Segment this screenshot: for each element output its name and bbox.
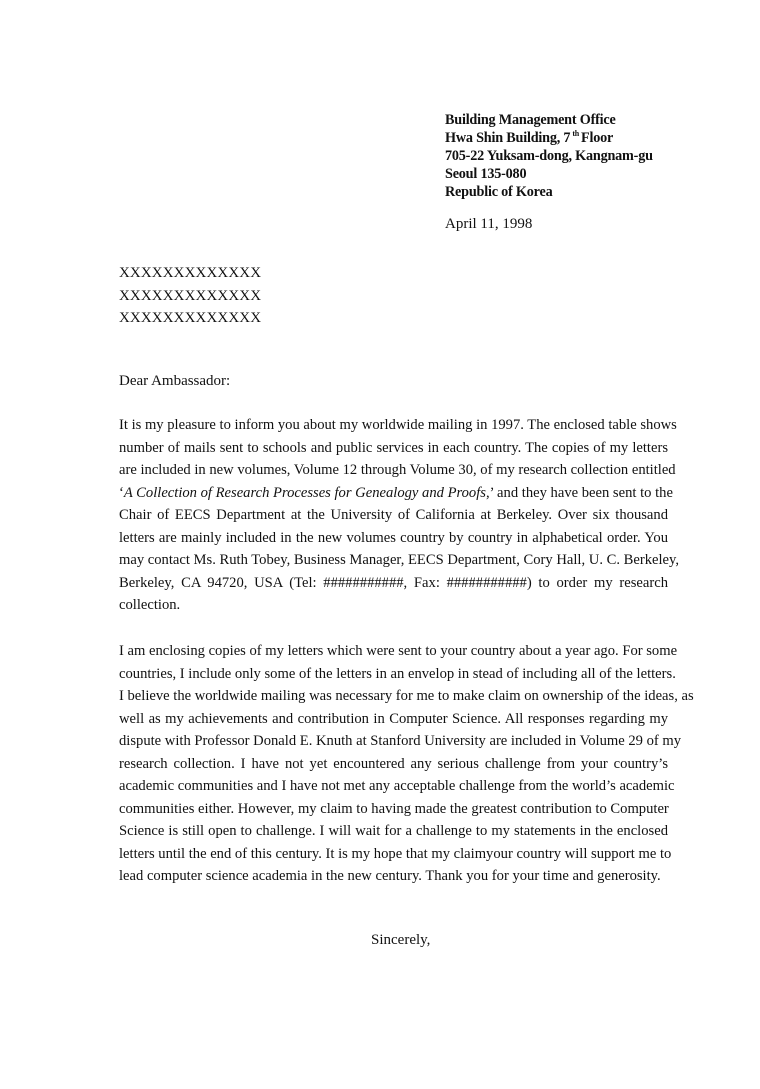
building-name: Hwa Shin Building, 7	[445, 130, 571, 146]
recipient-line: XXXXXXXXXXXXX	[119, 265, 262, 281]
sender-address-line: Seoul 135-080	[445, 166, 527, 182]
collection-title: A Collection of Research Processes for Genealogy and Proofs	[123, 484, 486, 501]
title-open-quote: ‘	[119, 484, 124, 501]
sender-address	[445, 111, 653, 201]
closing: Sincerely,	[371, 932, 431, 948]
paragraph-line: Science is still open to challenge. I will wait for a challenge to my statements in the enclosed	[119, 823, 668, 839]
paragraph-line: number of mails sent to schools and public services in each country. The copies of my letters	[119, 439, 668, 456]
paragraph-line: letters are mainly included in the new volumes country by country in alphabetical order. You	[119, 529, 668, 546]
paragraph-line: I believe the worldwide mailing was necessary for me to make claim on ownership of the ideas, as	[119, 688, 694, 704]
body-paragraph-2	[119, 640, 694, 888]
paragraph-line: It is my pleasure to inform you about my worldwide mailing in 1997. The enclosed table shows	[119, 417, 677, 433]
body-paragraph-1	[119, 414, 680, 617]
paragraph-line: academic communities and I have not met any acceptable challenge from the world’s academic	[119, 778, 675, 794]
paragraph-line-tail: and they have been sent to the	[497, 484, 673, 501]
paragraph-line: may contact Ms. Ruth Tobey, Business Manager, EECS Department, Cory Hall, U. C. Berkeley,	[119, 552, 680, 568]
paragraph-line: Chair of EECS Department at the University of California at Berkeley. Over six thousand	[119, 507, 668, 523]
paragraph-line: research collection. I have not yet encountered any serious challenge from your country’s	[119, 755, 668, 772]
sender-address-line	[445, 129, 653, 147]
paragraph-line: I am enclosing copies of my letters which were sent to your country about a year ago. For some	[119, 643, 678, 659]
recipient-address	[119, 262, 261, 330]
paragraph-line: well as my achievements and contribution in Computer Science. All responses regarding my	[119, 710, 668, 727]
recipient-line: XXXXXXXXXXXXX	[119, 310, 262, 326]
ordinal-suffix: th	[572, 129, 580, 138]
title-close-quote: ,’	[485, 484, 494, 501]
sender-address-line: Republic of Korea	[445, 184, 553, 200]
sender-address-line: Building Management Office	[445, 112, 616, 128]
paragraph-line: countries, I include only some of the letters in an envelop in stead of including all of the letters.	[119, 665, 676, 682]
paragraph-line: communities either. However, my claim to having made the greatest contribution to Computer	[119, 800, 669, 817]
paragraph-line-with-title	[119, 482, 673, 505]
letter-date: April 11, 1998	[445, 216, 533, 232]
salutation: Dear Ambassador:	[119, 373, 231, 389]
paragraph-line: dispute with Professor Donald E. Knuth at Stanford University are included in Volume 29 of my	[119, 733, 682, 749]
paragraph-line: Berkeley, CA 94720, USA (Tel: ###########, Fax: ###########) to order my research	[119, 574, 668, 591]
paragraph-line: collection.	[119, 597, 181, 613]
paragraph-line: letters until the end of this century. It is my hope that my claimyour country will support me to	[119, 845, 672, 862]
paragraph-line: are included in new volumes, Volume 12 through Volume 30, of my research collection entitled	[119, 462, 676, 478]
sender-address-line: 705-22 Yuksam-dong, Kangnam-gu	[445, 148, 653, 164]
paragraph-line: lead computer science academia in the new century. Thank you for your time and generosity.	[119, 868, 661, 884]
floor-label: Floor	[581, 130, 614, 146]
recipient-line: XXXXXXXXXXXXX	[119, 287, 262, 304]
